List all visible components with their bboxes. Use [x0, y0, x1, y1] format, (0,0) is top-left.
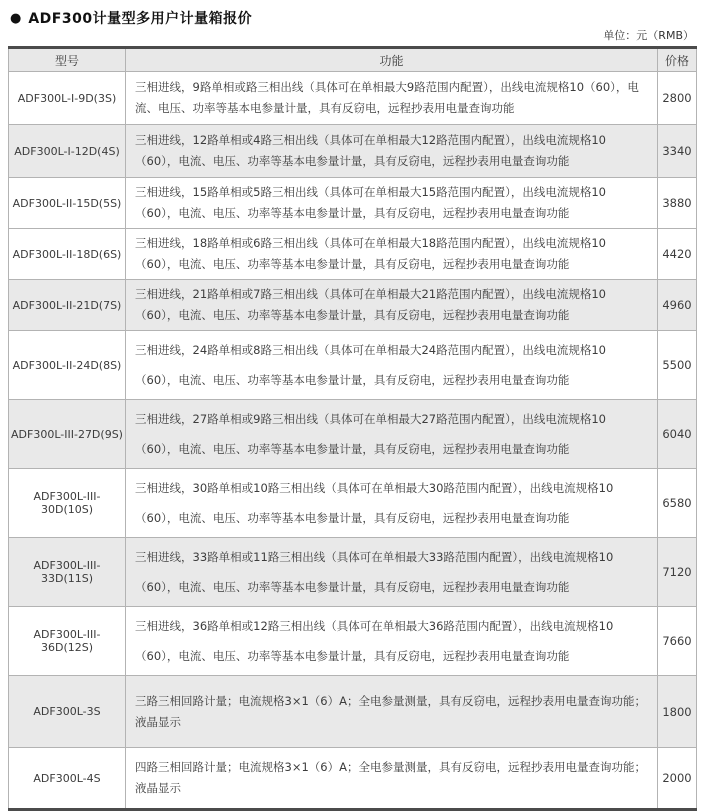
price-cell: 6040: [658, 400, 697, 469]
price-cell: 3340: [658, 125, 697, 178]
table-row: [9, 748, 697, 810]
price-cell: 7660: [658, 607, 697, 676]
model-cell: ADF300L-II-24D(8S): [9, 331, 126, 400]
price-table: [8, 46, 697, 811]
function-cell: 三相进线，33路单相或11路三相出线（具体可在单相最大33路范围内配置），出线电流规格10（60），电流、电压、功率等基本电参量计量，具有反窃电，远程抄表用电量查询功能: [126, 538, 658, 607]
bullet-icon: ●: [10, 10, 22, 26]
function-cell: 四路三相回路计量；电流规格3×1（6）A；全电参量测量，具有反窃电，远程抄表用电量查询功能；液晶显示: [126, 748, 658, 810]
model-cell: ADF300L-II-15D(5S): [9, 178, 126, 229]
function-cell: 三相进线，18路单相或6路三相出线（具体可在单相最大18路范围内配置），出线电流规格10（60），电流、电压、功率等基本电参量计量，具有反窃电，远程抄表用电量查询功能: [126, 229, 658, 280]
document-header: [10, 8, 696, 28]
price-cell: 3880: [658, 178, 697, 229]
table-row: [9, 178, 697, 229]
table-row: [9, 72, 697, 125]
price-cell: 1800: [658, 676, 697, 748]
price-cell: 7120: [658, 538, 697, 607]
function-cell: 三相进线，27路单相或9路三相出线（具体可在单相最大27路范围内配置），出线电流规格10（60），电流、电压、功率等基本电参量计量，具有反窃电，远程抄表用电量查询功能: [126, 400, 658, 469]
model-cell: ADF300L-3S: [9, 676, 126, 748]
function-cell: 三相进线，15路单相或5路三相出线（具体可在单相最大15路范围内配置），出线电流规格10（60），电流、电压、功率等基本电参量计量，具有反窃电，远程抄表用电量查询功能: [126, 178, 658, 229]
table-row: [9, 331, 697, 400]
function-cell: 三相进线，12路单相或4路三相出线（具体可在单相最大12路范围内配置），出线电流规格10（60），电流、电压、功率等基本电参量计量，具有反窃电，远程抄表用电量查询功能: [126, 125, 658, 178]
price-cell: 2800: [658, 72, 697, 125]
table-row: [9, 229, 697, 280]
price-cell: 5500: [658, 331, 697, 400]
unit-label: 单位：元（RMB）: [603, 29, 694, 42]
table-row: [9, 125, 697, 178]
model-cell: ADF300L-III-30D(10S): [9, 469, 126, 538]
table-header: [9, 48, 697, 72]
table-row: [9, 469, 697, 538]
price-cell: 6580: [658, 469, 697, 538]
model-cell: ADF300L-III-27D(9S): [9, 400, 126, 469]
function-cell: 三相进线，36路单相或12路三相出线（具体可在单相最大36路范围内配置），出线电流规格10（60），电流、电压、功率等基本电参量计量，具有反窃电，远程抄表用电量查询功能: [126, 607, 658, 676]
function-cell: 三相进线，30路单相或10路三相出线（具体可在单相最大30路范围内配置），出线电流规格10（60），电流、电压、功率等基本电参量计量，具有反窃电，远程抄表用电量查询功能: [126, 469, 658, 538]
price-cell: 2000: [658, 748, 697, 810]
model-cell: ADF300L-III-33D(11S): [9, 538, 126, 607]
page-title: ADF300计量型多用户计量箱报价: [28, 11, 253, 27]
table-row: [9, 676, 697, 748]
model-cell: ADF300L-I-12D(4S): [9, 125, 126, 178]
function-cell: 三相进线，24路单相或8路三相出线（具体可在单相最大24路范围内配置），出线电流规格10（60），电流、电压、功率等基本电参量计量，具有反窃电，远程抄表用电量查询功能: [126, 331, 658, 400]
column-header-price: 价格: [658, 48, 697, 72]
function-cell: 三相进线，9路单相或路三相出线（具体可在单相最大9路范围内配置），出线电流规格10（60），电流、电压、功率等基本电参量计量，具有反窃电，远程抄表用电量查询功能: [126, 72, 658, 125]
table-row: [9, 400, 697, 469]
table-row: [9, 607, 697, 676]
table-row: [9, 280, 697, 331]
header-row: [9, 48, 697, 72]
column-header-model: 型号: [9, 48, 126, 72]
price-cell: 4420: [658, 229, 697, 280]
price-cell: 4960: [658, 280, 697, 331]
model-cell: ADF300L-III-36D(12S): [9, 607, 126, 676]
table-row: [9, 538, 697, 607]
model-cell: ADF300L-I-9D(3S): [9, 72, 126, 125]
model-cell: ADF300L-II-21D(7S): [9, 280, 126, 331]
model-cell: ADF300L-4S: [9, 748, 126, 810]
model-cell: ADF300L-II-18D(6S): [9, 229, 126, 280]
table-body: [9, 72, 697, 810]
function-cell: 三路三相回路计量；电流规格3×1（6）A；全电参量测量，具有反窃电，远程抄表用电量查询功能；液晶显示: [126, 676, 658, 748]
column-header-function: 功能: [126, 48, 658, 72]
function-cell: 三相进线，21路单相或7路三相出线（具体可在单相最大21路范围内配置），出线电流规格10（60），电流、电压、功率等基本电参量计量，具有反窃电，远程抄表用电量查询功能: [126, 280, 658, 331]
